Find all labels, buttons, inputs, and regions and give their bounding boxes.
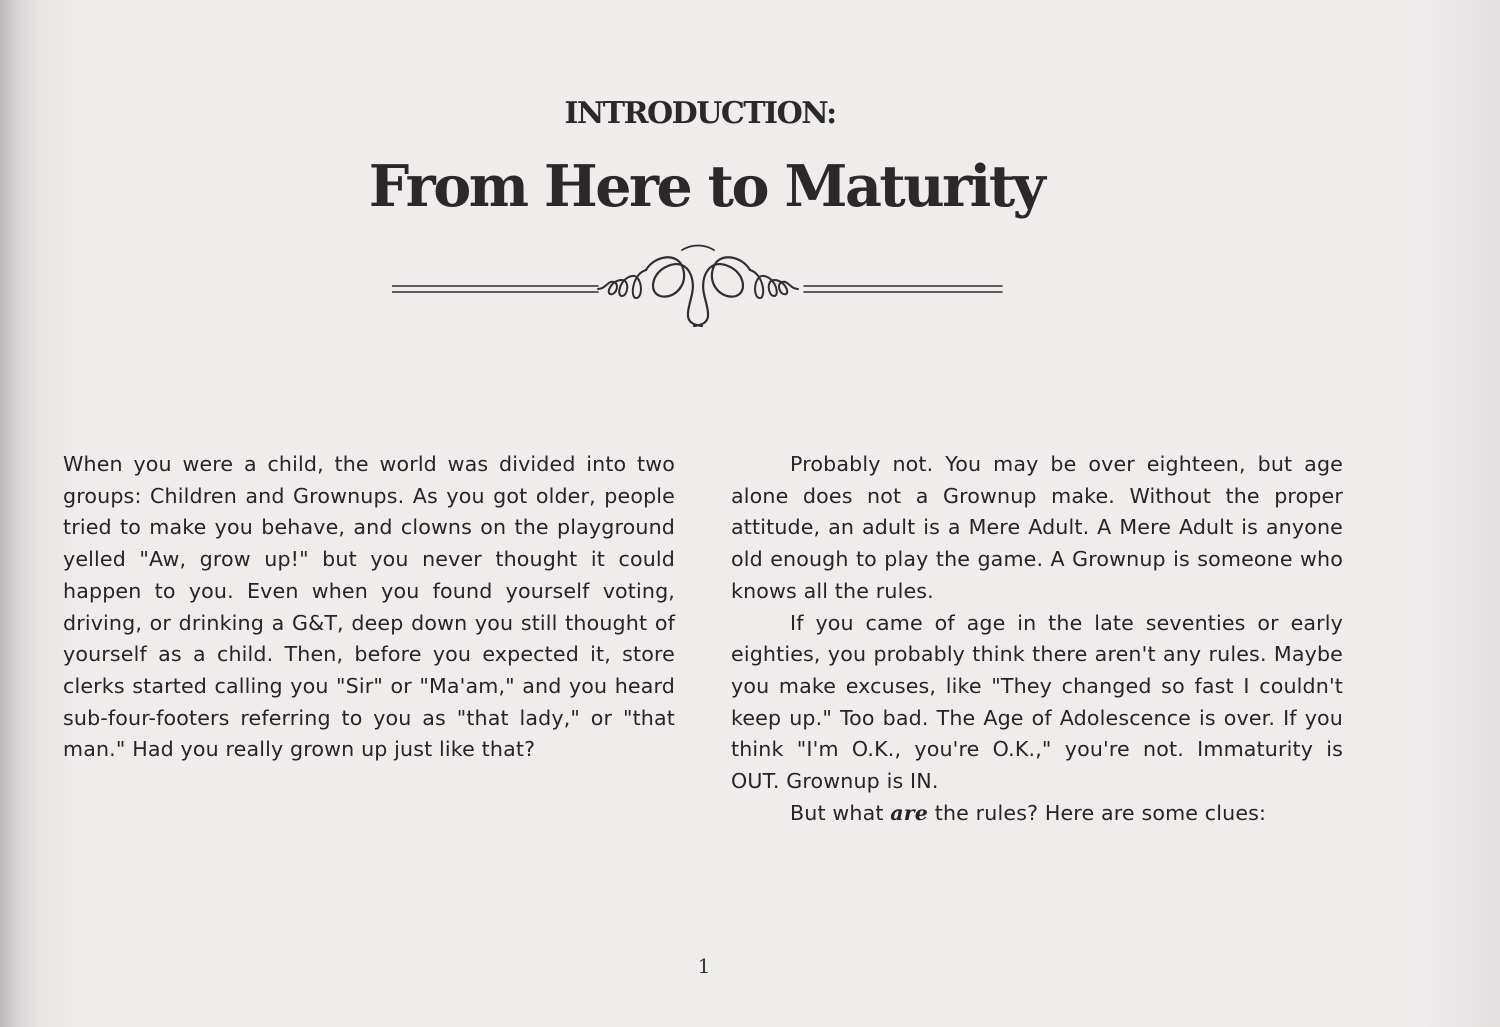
text-run: the rules? Here are some clues: <box>928 800 1267 825</box>
right-column <box>731 449 1343 829</box>
paragraph: If you came of age in the late seventies or early eighties, you probably think there aren't any rules. Maybe you make excuses, like "They changed so fast I couldn't keep up." Too bad. The Age of Adolescence is over. If you think "I'm O.K., you're O.K.," you're not. Immaturity is OUT. Grownup is IN. <box>731 610 1343 794</box>
left-column <box>63 449 675 766</box>
paragraph: Probably not. You may be over eighteen, but age alone does not a Grownup make. Without the proper attitude, an adult is a Mere Adult. A Mere Adult is anyone old enough to play the game. A Grownup is someone who knows all the rules. <box>731 452 1343 603</box>
emphasis-text: are <box>890 800 929 825</box>
chapter-title: From Here to Maturity <box>368 153 1044 220</box>
paragraph: When you were a child, the world was divided into two groups: Children and Grownups. As you got older, people tried to make you behave, and clowns on the playground yelled "Aw, grow up!" but you never thought it could happen to you. Even when you found yourself voting, driving, or drinking a G&T, deep down you still thought of yourself as a child. Then, before you expected it, store clerks started calling you "Sir" or "Ma'am," and you heard sub-four-footers referring to you as "that lady," or "that man." Had you really grown up just like that? <box>63 452 675 762</box>
scroll-flourish-icon <box>392 240 1004 332</box>
chapter-kicker: INTRODUCTION: <box>564 96 836 131</box>
text-run: But what <box>790 800 891 825</box>
paragraph <box>731 798 1343 830</box>
page-number: 1 <box>697 954 711 978</box>
